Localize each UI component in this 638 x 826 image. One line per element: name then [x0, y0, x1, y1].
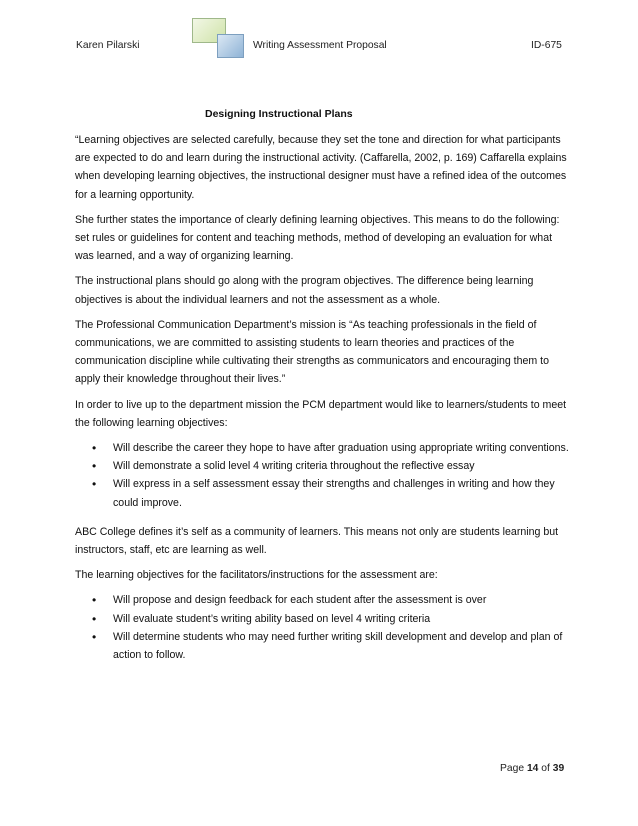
- list-item: • Will evaluate student’s writing ability based on level 4 writing criteria: [113, 610, 570, 628]
- of-word: of: [541, 763, 550, 774]
- header-decoration-blue-square: [217, 34, 244, 58]
- page-word: Page: [500, 763, 525, 774]
- list-item: • Will demonstrate a solid level 4 writing criteria throughout the reflective essay: [113, 457, 570, 475]
- list-item: • Will describe the career they hope to have after graduation using appropriate writing conventions.: [113, 439, 570, 457]
- page-number: [500, 763, 564, 774]
- list-item: • Will propose and design feedback for each student after the assessment is over: [113, 591, 570, 609]
- bullet-list-facilitator-objectives: [75, 591, 570, 664]
- paragraph: ABC College defines it’s self as a community of learners. This means not only are students learning but instructors, staff, etc are learning as well.: [75, 525, 559, 557]
- bullet-list-learner-objectives: [75, 439, 570, 512]
- paragraph: She further states the importance of clearly defining learning objectives. This means to do the following: set rules or guidelines for content and teaching methods, method of developing an evaluation for what was learned, and a way of organizing learning.: [75, 213, 560, 263]
- header-document-title: Writing Assessment Proposal: [253, 40, 387, 51]
- section-heading: Designing Instructional Plans: [205, 108, 353, 120]
- current-page: 14: [526, 763, 539, 774]
- paragraph: The instructional plans should go along with the program objectives. The difference being learning objectives is about the individual learners and not the assessment as a whole.: [75, 275, 534, 306]
- paragraph: The Professional Communication Department’s mission is “As teaching professionals in the field of communications, we are committed to assisting students to learn theories and practices of the communication discipline while cultivating their strengths as communicators and encouraging them to apply their knowledge throughout their lives.”: [75, 318, 550, 386]
- header-author: Karen Pilarski: [76, 40, 140, 51]
- paragraph: “Learning objectives are selected carefully, because they set the tone and direction for what participants are expected to do and learn during the instructional activity. (Caffarella, 2002, p. 169) Caffarella explains when developing learning objectives, the instructional designer must have a refined idea of the outcomes for a learning opportunity.: [75, 134, 567, 201]
- list-item: • Will determine students who may need further writing skill development and develop and plan of action to follow.: [113, 628, 570, 664]
- list-item: • Will express in a self assessment essay their strengths and challenges in writing and how they could improve.: [113, 475, 570, 511]
- document-body: [75, 131, 570, 670]
- paragraph: The learning objectives for the facilitators/instructions for the assessment are:: [75, 569, 438, 582]
- paragraph: In order to live up to the department mission the PCM department would like to learners/students to meet the following learning objectives:: [75, 398, 567, 429]
- header-course-id: ID-675: [531, 40, 562, 51]
- total-pages: 39: [552, 763, 565, 774]
